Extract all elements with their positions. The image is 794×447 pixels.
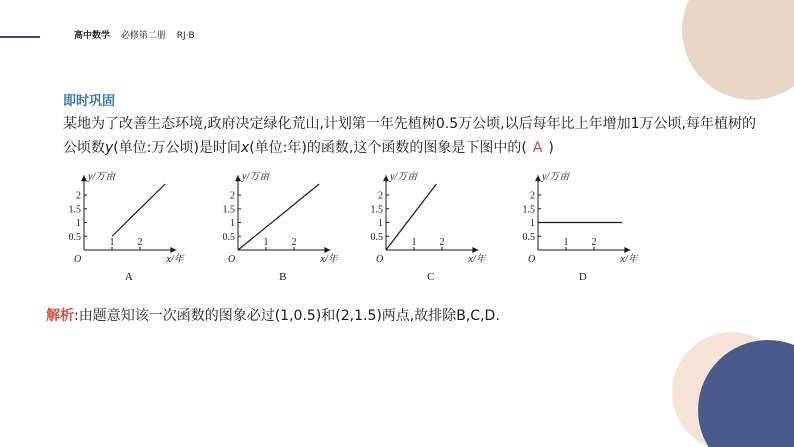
question-answer: A (532, 140, 543, 156)
solution-label: 解析 (46, 308, 74, 324)
graph-a-y-arrow (81, 175, 87, 181)
graph-d-y-tick-label: 2 (530, 190, 535, 202)
graph-d-x-tick-label: 1 (563, 237, 569, 248)
graph-c-svg (364, 164, 504, 284)
graph-c-origin: O (376, 254, 384, 265)
graph-b-y-tick-label: 2 (230, 190, 235, 202)
question-part4: ) (548, 140, 554, 156)
graph-c-y-tick-label: 2 (378, 190, 383, 202)
graph-a-y-tick-label: 1.5 (68, 204, 81, 216)
graph-a-y-tick-label: 0.5 (68, 231, 81, 243)
graph-d-name: D (578, 271, 587, 283)
graph-c-x-tick-label: 1 (411, 237, 417, 248)
graph-a (62, 164, 202, 284)
question-var-y: y (105, 140, 114, 156)
graph-d-svg (516, 164, 656, 284)
graph-d-origin: O (528, 254, 536, 265)
graph-a-svg (62, 164, 202, 284)
graph-c-y-tick-label: 1 (378, 218, 383, 229)
graph-c-y-tick-label: 1.5 (370, 204, 383, 216)
graph-d-x-tick-label: 2 (591, 237, 597, 248)
graph-b-x-tick-label: 2 (291, 237, 297, 248)
graph-c-y-title: y/万亩 (390, 171, 418, 183)
graph-c-y-arrow (383, 175, 389, 181)
graph-a-x-tick-label: 1 (109, 237, 115, 248)
question-part2: (单位:万公顷)是时间 (113, 140, 241, 156)
decorative-circle-top (682, 0, 794, 100)
graph-b (216, 164, 356, 284)
header-edition: RJ·B (176, 31, 195, 41)
graph-d-y-title: y/万亩 (542, 171, 570, 183)
question-var-x: x (240, 140, 250, 156)
graph-a-origin: O (74, 254, 82, 265)
header-rule (0, 36, 40, 38)
graph-c-x-title: x/年 (468, 254, 486, 265)
graph-c-name: C (427, 271, 435, 283)
graph-d-x-arrow (624, 247, 630, 253)
graph-a-x-title: x/年 (166, 254, 184, 265)
graph-d-y-tick-label: 1 (530, 218, 535, 229)
header (74, 28, 203, 41)
header-subject: 高中数学 (74, 31, 111, 41)
graph-d (516, 164, 656, 284)
graph-a-name: A (124, 271, 133, 283)
graph-a-y-tick-label: 2 (76, 190, 81, 202)
graph-b-series-line (238, 184, 319, 250)
solution (46, 305, 500, 325)
question-part3: (单位:年)的函数,这个函数的图象是下图中的( (249, 140, 527, 156)
header-book: 必修第二册 (120, 31, 166, 41)
graph-b-x-arrow (324, 247, 330, 253)
solution-text: :由题意知该一次函数的图象必过(1,0.5)和(2,1.5)两点,故排除B,C,D. (74, 308, 500, 324)
graph-b-origin: O (228, 254, 236, 265)
graph-a-y-tick-label: 1 (76, 218, 81, 229)
graph-a-x-tick-label: 2 (137, 237, 143, 248)
graph-b-y-tick-label: 1.5 (222, 204, 235, 216)
graph-b-y-arrow (235, 175, 241, 181)
graph-b-name: B (279, 271, 287, 283)
graph-c (364, 164, 504, 284)
graph-b-svg (216, 164, 356, 284)
graph-a-x-arrow (170, 247, 176, 253)
graph-d-y-arrow (535, 175, 541, 181)
graph-b-y-tick-label: 1 (230, 218, 235, 229)
graph-b-x-tick-label: 1 (263, 237, 269, 248)
graph-a-y-title: y/万亩 (88, 171, 116, 183)
graph-a-series-line (112, 184, 165, 236)
section-title: 即时巩固 (63, 94, 116, 109)
question-text (63, 112, 768, 160)
graph-d-y-tick-label: 1.5 (522, 204, 535, 216)
graph-c-y-tick-label: 0.5 (370, 231, 383, 243)
graph-b-x-title: x/年 (320, 254, 338, 265)
graph-d-y-tick-label: 0.5 (522, 231, 535, 243)
question-part1: 某地为了改善生态环境,政府决定绿化荒山,计划第一年先植树0.5万公顷,以后每年比上年增加1万公顷,每年植树的公顷数 (63, 116, 756, 156)
graph-d-x-title: x/年 (620, 254, 638, 265)
graph-c-x-tick-label: 2 (439, 237, 445, 248)
graph-b-y-tick-label: 0.5 (222, 231, 235, 243)
graph-b-y-title: y/万亩 (242, 171, 270, 183)
graph-c-x-arrow (472, 247, 478, 253)
